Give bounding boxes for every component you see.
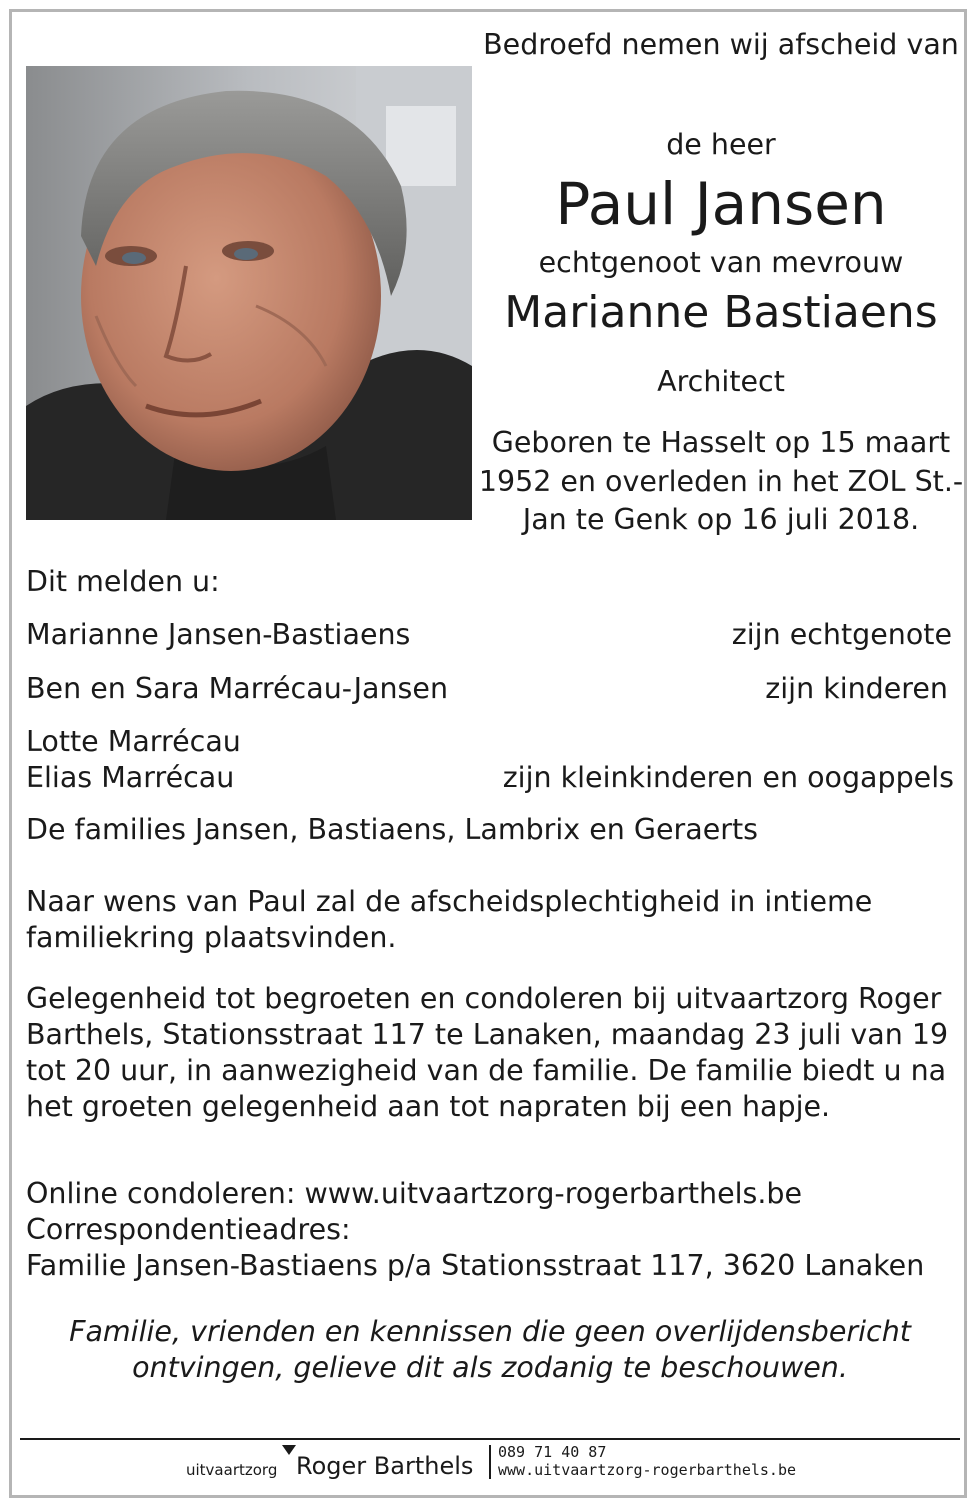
company-name: Roger Barthels [296, 1452, 474, 1480]
relative-relation: zijn kleinkinderen en oogappels [502, 761, 954, 794]
address-label: Correspondentieadres: [26, 1213, 351, 1246]
families-line: De families Jansen, Bastiaens, Lambrix en Geraerts [26, 813, 758, 846]
relative-name: Lotte Marrécau [26, 725, 241, 758]
closing-note: Familie, vrienden en kennissen die geen overlijdensbericht ontvingen, gelieve dit als zodanig te beschouwen. [69, 1315, 911, 1384]
portrait-photo [26, 66, 472, 520]
relative-names: Marianne Jansen-Bastiaens [26, 618, 411, 651]
condolence-text: Gelegenheid tot begroeten en condoleren bij uitvaartzorg Roger Barthels, Stationsstraat 117 te Lanaken, maandag 23 juli van 19 tot 20 uur, in aanwezigheid van de familie. De familie biedt u na het groeten gelegenheid aan tot napraten bij een hapje. [26, 982, 949, 1123]
title-prefix: de heer [666, 128, 776, 161]
footer-phone: 089 71 40 87 [498, 1443, 607, 1461]
footer-website: www.uitvaartzorg-rogerbarthels.be [498, 1461, 797, 1479]
brand-triangle-icon [282, 1445, 296, 1455]
relative-name: Elias Marrécau [26, 761, 235, 794]
spouse-name: Marianne Bastiaens [504, 287, 938, 338]
footer [0, 1441, 980, 1489]
company-prefix: uitvaartzorg [186, 1461, 278, 1479]
birth-death-details: Geboren te Hasselt op 15 maart 1952 en overleden in het ZOL St.-Jan te Genk op 16 juli 2018. [478, 426, 964, 536]
spouse-label: echtgenoot van mevrouw [538, 246, 904, 279]
footer-divider [20, 1438, 960, 1440]
online-condolence: Online condoleren: www.uitvaartzorg-rogerbarthels.be [26, 1177, 803, 1210]
ceremony-text: Naar wens van Paul zal de afscheidsplechtigheid in intieme familiekring plaatsvinden. [26, 885, 873, 954]
correspondence-address: Familie Jansen-Bastiaens p/a Stationsstraat 117, 3620 Lanaken [26, 1249, 925, 1282]
relative-names [26, 724, 241, 796]
relative-names: Ben en Sara Marrécau-Jansen [26, 672, 449, 705]
relative-row [26, 671, 948, 707]
relative-row [26, 617, 952, 653]
relative-row [26, 724, 954, 796]
intro-text: Bedroefd nemen wij afscheid van [483, 28, 959, 61]
footer-separator [489, 1445, 491, 1479]
relative-relation: zijn kinderen [765, 672, 948, 705]
profession: Architect [657, 365, 785, 398]
relative-relation: zijn echtgenote [731, 618, 952, 651]
relatives-header: Dit melden u: [26, 565, 220, 598]
deceased-name: Paul Jansen [555, 170, 887, 238]
